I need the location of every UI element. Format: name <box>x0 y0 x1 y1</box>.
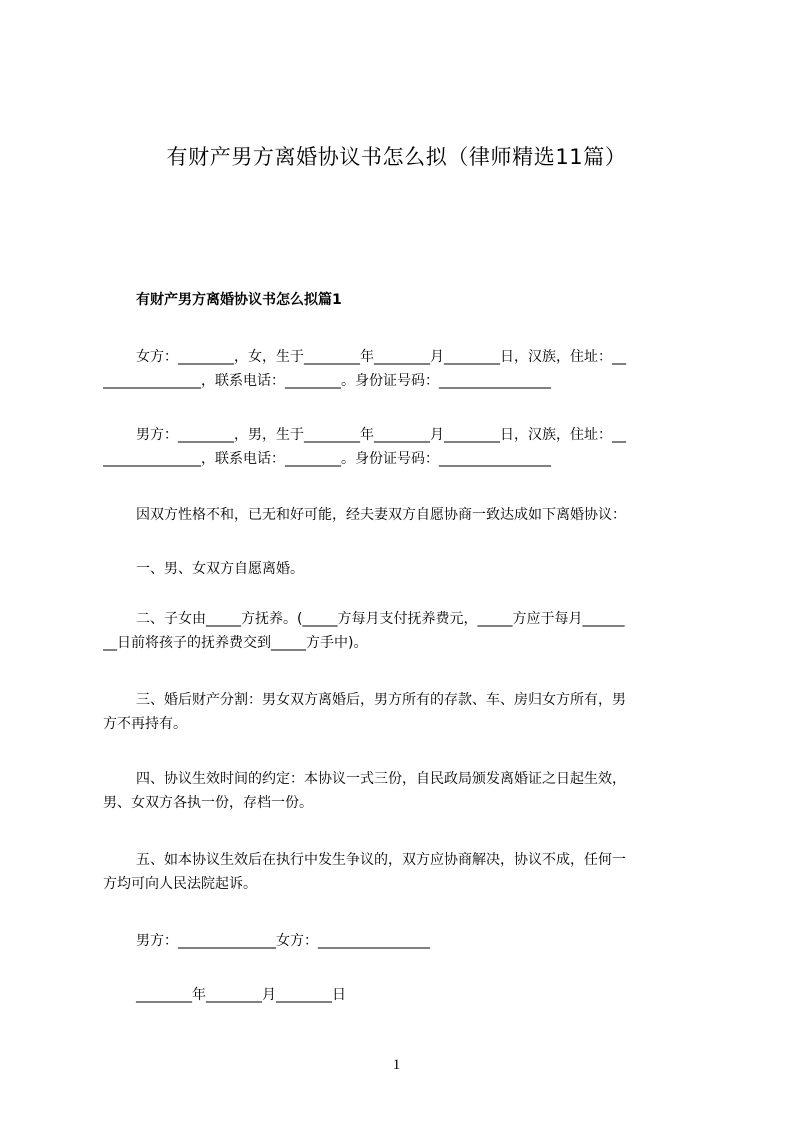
clause-2-line-1: 二、子女由_____方抚养。(_____方每月支付抚养费元，_____方应于每月______ <box>136 611 625 627</box>
clause-2-paragraph <box>103 607 703 655</box>
date-line: ________年________月________日 <box>136 987 346 1003</box>
clause-5-line-2: 方均可向人民法院起诉。 <box>103 876 257 892</box>
clause-3-paragraph <box>103 688 703 736</box>
clause-2-line-2: __日前将孩子的抚养费交到_____方手中)。 <box>103 635 368 651</box>
clause-4-line-2: 男、女双方各执一份，存档一份。 <box>103 795 313 811</box>
woman-info-paragraph <box>103 345 703 393</box>
signatures-paragraph <box>103 929 703 953</box>
preamble-paragraph <box>103 503 703 527</box>
clause-5-line-1: 五、如本协议生效后在执行中发生争议的，双方应协商解决，协议不成，任何一 <box>136 852 626 868</box>
clause-5-paragraph <box>103 848 703 896</box>
date-paragraph <box>103 983 703 1007</box>
woman-info-line-1: 女方：________，女，生于________年________月________日，汉族，住址：__ <box>136 349 626 365</box>
preamble-line: 因双方性格不和，已无和好可能，经夫妻双方自愿协商一致达成如下离婚协议： <box>136 507 626 523</box>
page-number: 1 <box>392 1057 401 1073</box>
man-info-line-1: 男方：________，男，生于________年________月________日，汉族，住址：__ <box>136 427 626 443</box>
clause-1-line: 一、男、女双方自愿离婚。 <box>136 561 304 577</box>
clause-4-line-1: 四、协议生效时间的约定：本协议一式三份，自民政局颁发离婚证之日起生效， <box>136 771 626 787</box>
section-heading: 有财产男方离婚协议书怎么拟篇1 <box>136 292 342 308</box>
clause-3-line-2: 方不再持有。 <box>103 716 187 732</box>
man-info-line-2: ______________，联系电话：________。身份证号码：________________ <box>103 451 551 467</box>
clause-4-paragraph <box>103 767 703 815</box>
document-title: 有财产男方离婚协议书怎么拟（律师精选11篇） <box>166 145 627 169</box>
man-info-paragraph <box>103 423 703 471</box>
signatures-line: 男方：______________女方：________________ <box>136 933 430 949</box>
woman-info-line-2: ______________，联系电话：________。身份证号码：________________ <box>103 373 551 389</box>
clause-1-paragraph <box>103 557 703 581</box>
clause-3-line-1: 三、婚后财产分割：男女双方离婚后，男方所有的存款、车、房归女方所有，男 <box>136 692 626 708</box>
